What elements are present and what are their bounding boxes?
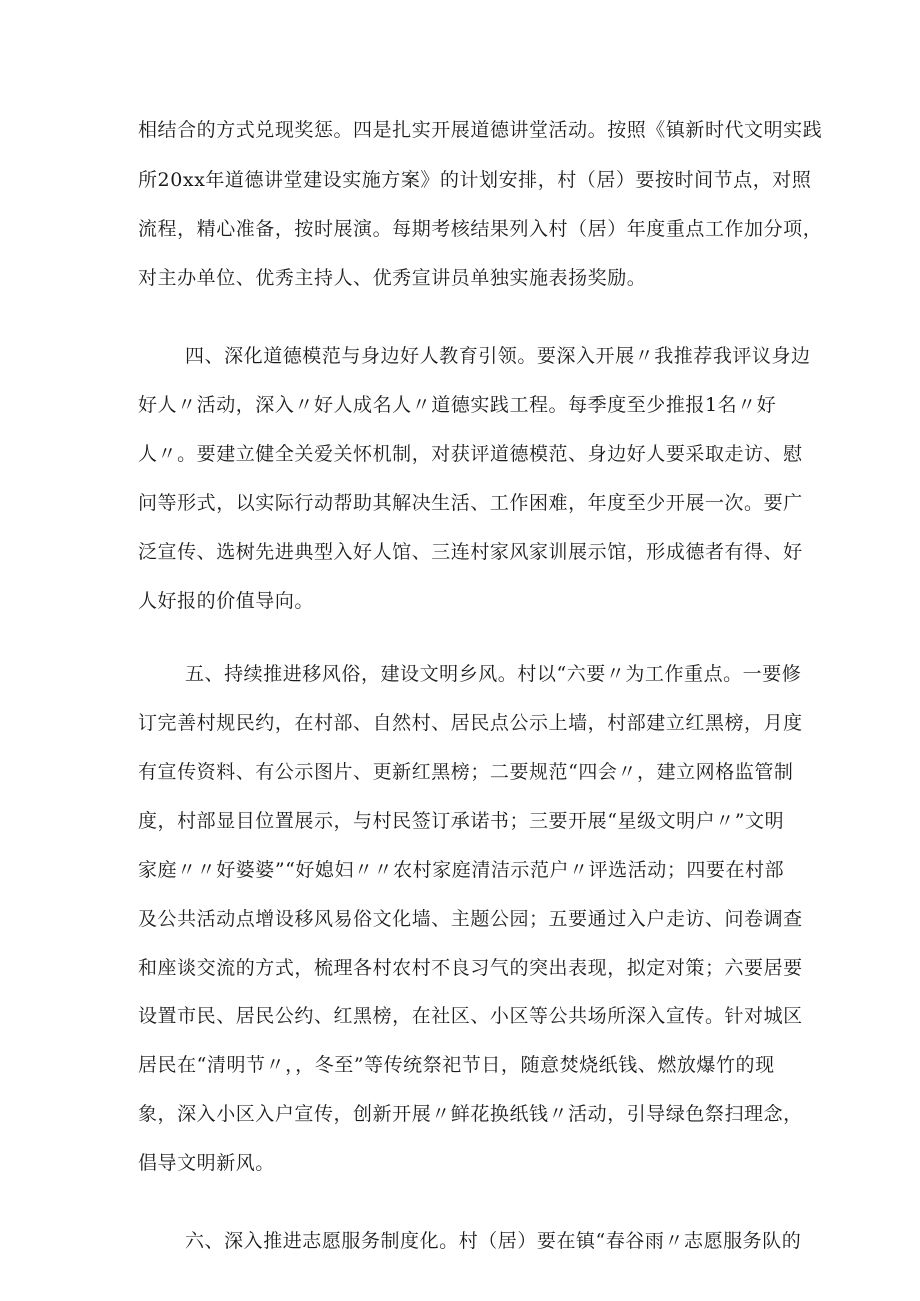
text-line: 订完善村规民约，在村部、自然村、居民点公示上墙，村部建立红黑榜，月度: [138, 712, 803, 734]
text-line-indent: 五、持续推进移风俗，建设文明乡风。村以“六要〃为工作重点。一要修: [185, 663, 802, 685]
text-line: 泛宣传、选树先进典型入好人馆、三连村家风家训展示馆，形成德者有得、好: [138, 541, 803, 563]
text-line: 和座谈交流的方式，梳理各村农村不良习气的突出表现，拟定对策；六要居要: [138, 957, 803, 979]
text-line-indent: 四、深化道德模范与身边好人教育引领。要深入开展〃我推荐我评议身边: [185, 345, 811, 367]
text-line: 及公共活动点增设移风易俗文化墙、主题公园；五要通过入户走访、问卷调查: [138, 908, 803, 930]
text-line: 人〃。要建立健全关爱关怀机制，对获评道德模范、身边好人要采取走访、慰: [138, 443, 803, 465]
text-line: 所20xx年道德讲堂建设实施方案》的计划安排，村（居）要按时间节点，对照: [138, 169, 812, 191]
text-line: 倡导文明新风。: [138, 1152, 275, 1174]
text-line: 居民在“清明节〃，，冬至”等传统祭祀节日，随意焚烧纸钱、燃放爆竹的现: [138, 1054, 775, 1076]
text-line-indent: 六、深入推进志愿服务制度化。村（居）要在镇“春谷雨〃志愿服务队的: [185, 1230, 802, 1252]
text-line: 相结合的方式兑现奖惩。四是扎实开展道德讲堂活动。按照《镇新时代文明实践: [138, 119, 823, 141]
text-line: 家庭〃〃好婆婆”“好媳妇〃〃农村家庭清洁示范户〃评选活动；四要在村部: [138, 859, 785, 881]
text-line: 对主办单位、优秀主持人、优秀宣讲员单独实施表扬奖励。: [138, 267, 647, 289]
text-line: 问等形式，以实际行动帮助其解决生活、工作困难，年度至少开展一次。要广: [138, 492, 803, 514]
text-line: 人好报的价值导向。: [138, 590, 314, 612]
text-line: 象，深入小区入户宣传，创新开展〃鲜花换纸钱〃活动，引导绿色祭扫理念，: [138, 1103, 803, 1125]
text-line: 度，村部显目位置展示，与村民签订承诺书；三要开展“星级文明户〃”文明: [138, 810, 785, 832]
text-line: 流程，精心准备，按时展演。每期考核结果列入村（居）年度重点工作加分项，: [138, 218, 823, 240]
text-line: 设置市民、居民公约、红黑榜，在社区、小区等公共场所深入宣传。针对城区: [138, 1005, 803, 1027]
text-line: 有宣传资料、有公示图片、更新红黑榜；二要规范“四会〃，建立网格监管制: [138, 761, 794, 783]
text-line: 好人〃活动，深入〃好人成名人〃道德实践工程。每季度至少推报1名〃好: [138, 394, 777, 416]
